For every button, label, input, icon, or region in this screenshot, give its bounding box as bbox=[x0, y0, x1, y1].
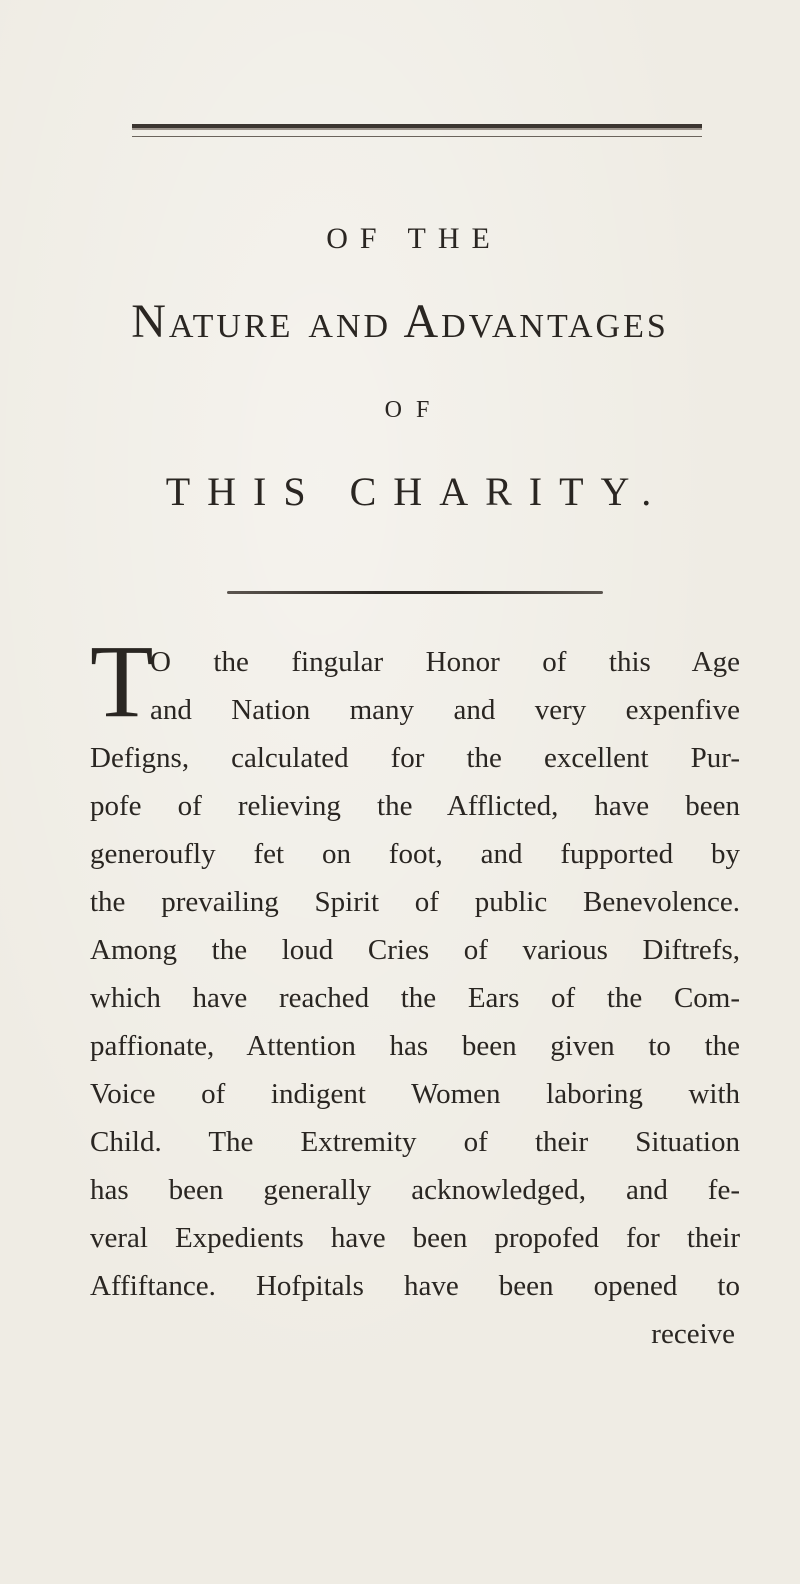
body-line: which have reached the Ears of the Com- bbox=[90, 982, 740, 1014]
body-line: Affiftance. Hofpitals have been opened to bbox=[90, 1270, 740, 1302]
heading-of-the: OF THE bbox=[326, 222, 502, 255]
body-line: Child. The Extremity of their Situation bbox=[90, 1126, 740, 1158]
body-line: and Nation many and very expenfive bbox=[150, 694, 740, 726]
body-line: paffionate, Attention has been given to the bbox=[90, 1030, 740, 1062]
body-line: the prevailing Spirit of public Benevolence. bbox=[90, 886, 740, 918]
top-rule-thin bbox=[132, 136, 702, 137]
body-line: Voice of indigent Women laboring with bbox=[90, 1078, 740, 1110]
body-line: veral Expedients have been propofed for their bbox=[90, 1222, 740, 1254]
drop-cap: T bbox=[90, 624, 154, 739]
section-divider-rule bbox=[227, 591, 603, 594]
body-line: Defigns, calculated for the excellent Pur- bbox=[90, 742, 740, 774]
body-paragraph bbox=[90, 638, 740, 1358]
top-rule bbox=[132, 124, 702, 130]
body-line: Among the loud Cries of various Diftrefs, bbox=[90, 934, 740, 966]
body-line: generoufly fet on foot, and fupported by bbox=[90, 838, 740, 870]
heading-this-charity: THIS CHARITY. bbox=[165, 469, 669, 514]
heading-of: OF bbox=[384, 397, 444, 423]
catchword: receive bbox=[651, 1318, 735, 1350]
body-line: has been generally acknowledged, and fe- bbox=[90, 1174, 740, 1206]
body-line: O the fingular Honor of this Age bbox=[150, 646, 740, 678]
body-line: pofe of relieving the Afflicted, have been bbox=[90, 790, 740, 822]
heading-nature-and-advantages: Nature and Advantages bbox=[131, 295, 669, 348]
